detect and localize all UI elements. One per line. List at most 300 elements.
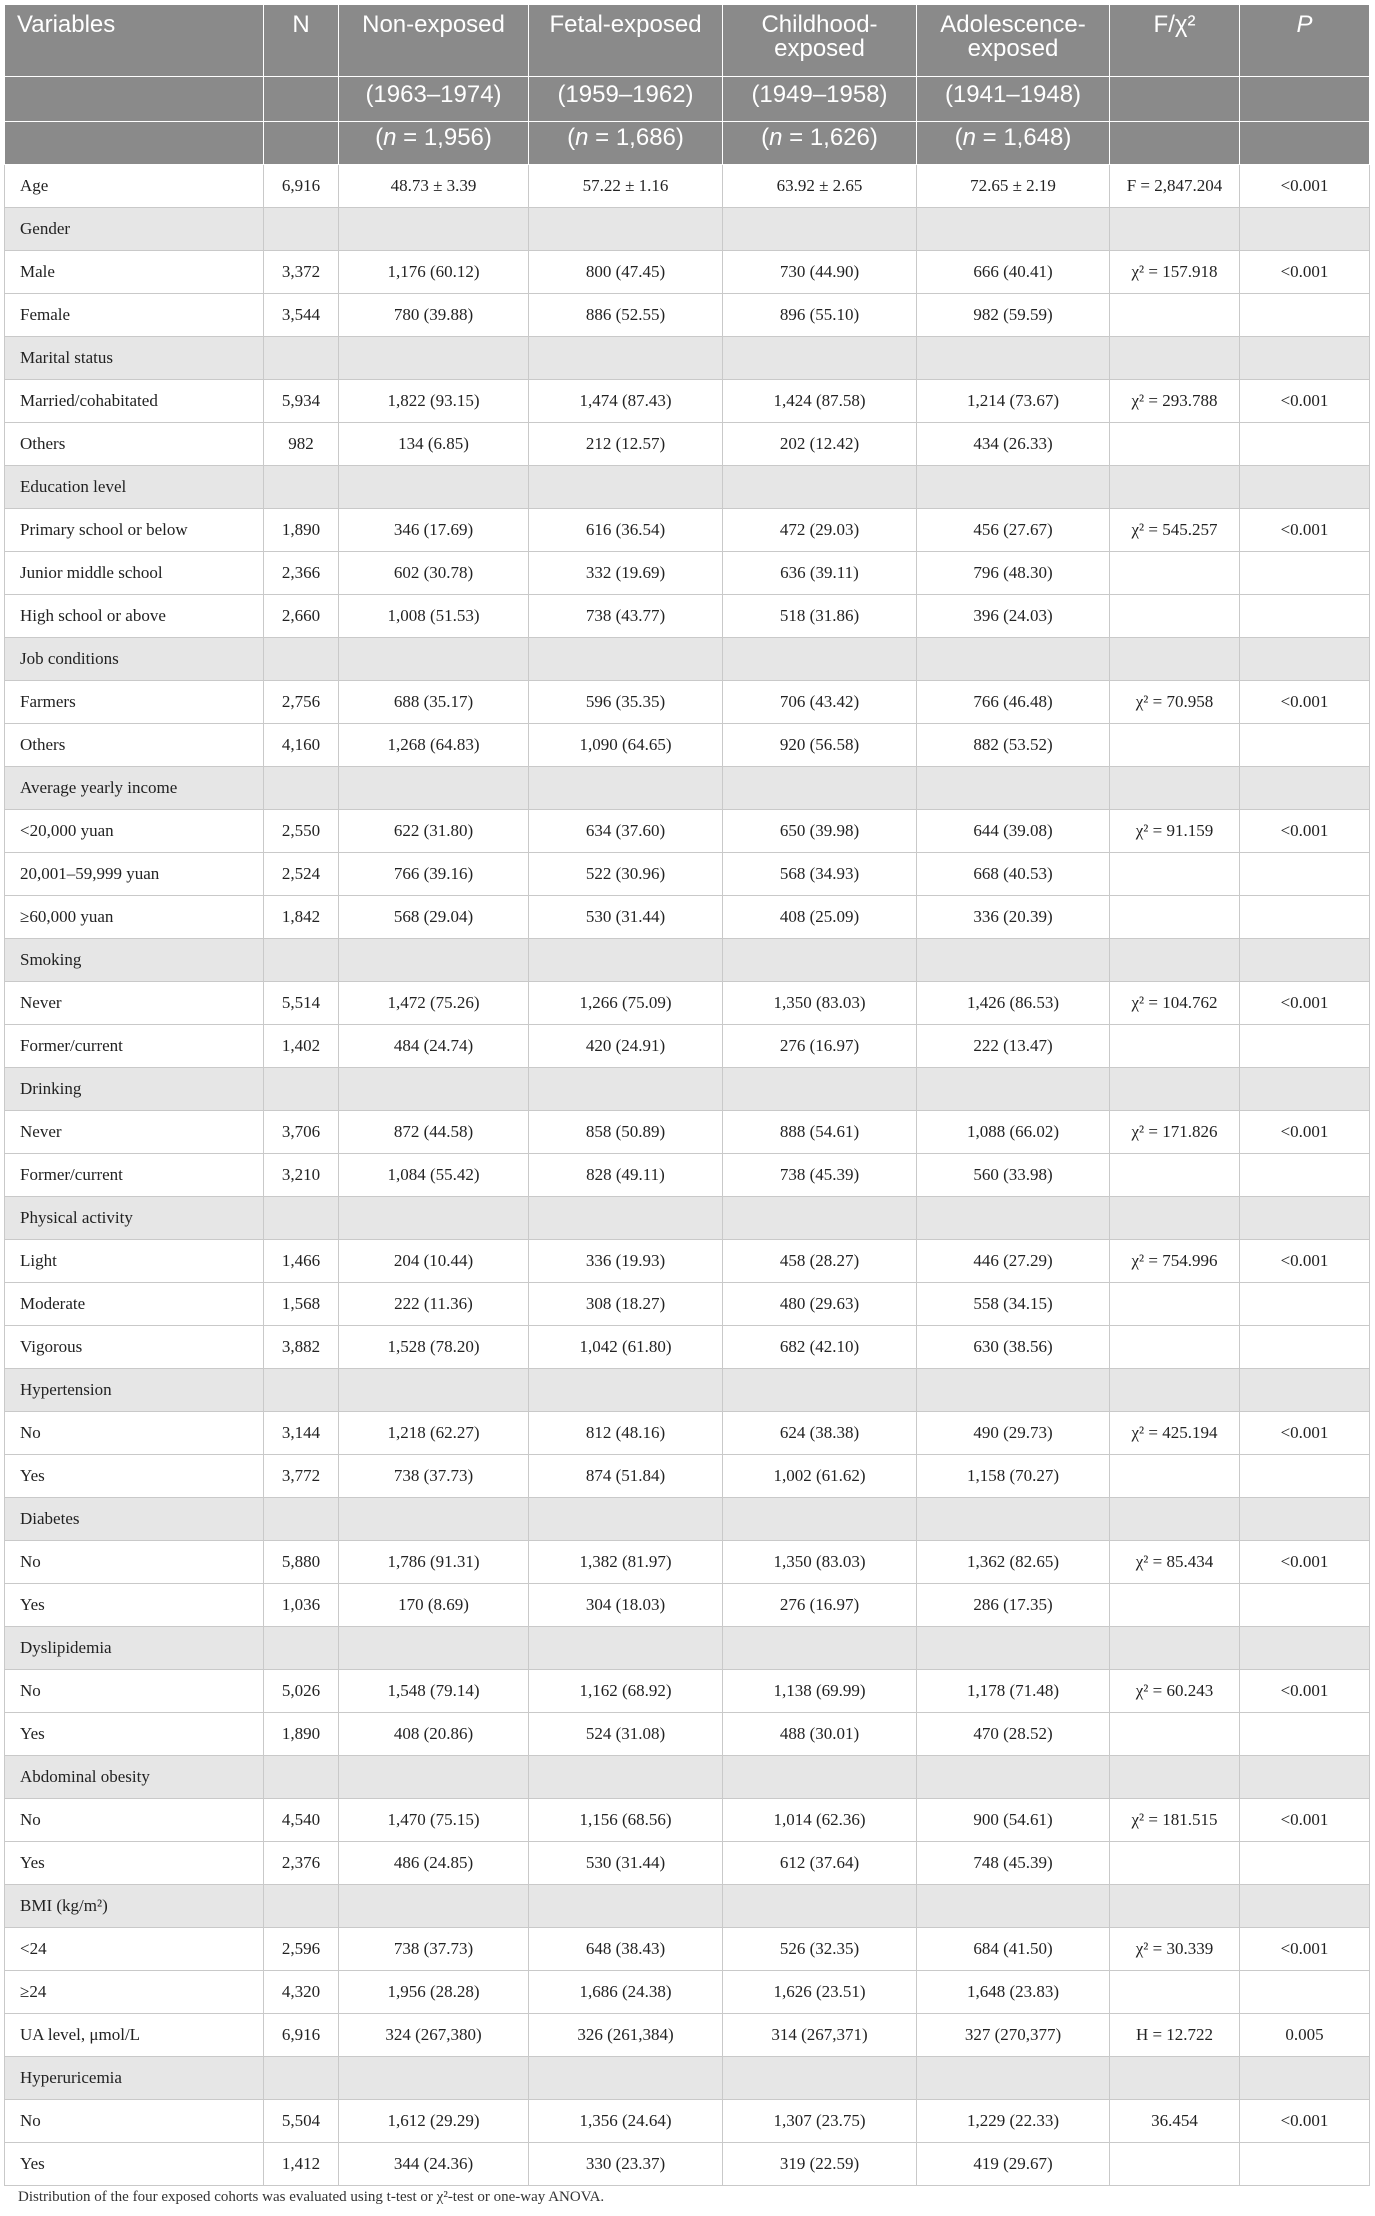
table-row [5, 423, 1370, 466]
section-row [5, 939, 1370, 982]
header-cohort-name: Childhood-exposed [723, 5, 917, 77]
cell-n: 5,026 [264, 1670, 339, 1713]
row-label: ≥60,000 yuan [5, 896, 264, 939]
cell-p-value [1240, 724, 1370, 767]
table-row [5, 896, 1370, 939]
table-row [5, 251, 1370, 294]
cell-non-exposed: 1,470 (75.15) [339, 1799, 529, 1842]
table-row [5, 294, 1370, 337]
cell-n: 1,466 [264, 1240, 339, 1283]
cell-test-statistic [1110, 1584, 1240, 1627]
cell-fetal-exposed: 57.22 ± 1.16 [529, 165, 723, 208]
row-label: Others [5, 724, 264, 767]
row-label: Primary school or below [5, 509, 264, 552]
table-row [5, 595, 1370, 638]
cell-childhood-exposed: 1,350 (83.03) [723, 982, 917, 1025]
cell-n: 4,320 [264, 1971, 339, 2014]
cell-p-value [1240, 853, 1370, 896]
cell-childhood-exposed: 1,350 (83.03) [723, 1541, 917, 1584]
cell-p-value: <0.001 [1240, 509, 1370, 552]
cell-non-exposed: 48.73 ± 3.39 [339, 165, 529, 208]
header-p: P [1240, 5, 1370, 77]
section-label: Abdominal obesity [5, 1756, 264, 1799]
cell-adolescence-exposed: 456 (27.67) [917, 509, 1110, 552]
cell-childhood-exposed: 63.92 ± 2.65 [723, 165, 917, 208]
cell-n: 2,366 [264, 552, 339, 595]
table-row [5, 1455, 1370, 1498]
cell-non-exposed: 602 (30.78) [339, 552, 529, 595]
cell-p-value [1240, 896, 1370, 939]
section-label: Average yearly income [5, 767, 264, 810]
row-label: Junior middle school [5, 552, 264, 595]
cell-test-statistic [1110, 423, 1240, 466]
row-label: Yes [5, 1713, 264, 1756]
section-label: Diabetes [5, 1498, 264, 1541]
cell-fetal-exposed: 1,266 (75.09) [529, 982, 723, 1025]
table-row [5, 165, 1370, 208]
cell-childhood-exposed: 408 (25.09) [723, 896, 917, 939]
cell-n: 6,916 [264, 2014, 339, 2057]
row-label: High school or above [5, 595, 264, 638]
table-row [5, 1713, 1370, 1756]
section-row [5, 767, 1370, 810]
row-label: <24 [5, 1928, 264, 1971]
cell-childhood-exposed: 458 (28.27) [723, 1240, 917, 1283]
cell-fetal-exposed: 1,042 (61.80) [529, 1326, 723, 1369]
row-label: No [5, 2100, 264, 2143]
table-row [5, 2143, 1370, 2186]
cell-adolescence-exposed: 1,178 (71.48) [917, 1670, 1110, 1713]
cell-childhood-exposed: 650 (39.98) [723, 810, 917, 853]
cell-fetal-exposed: 524 (31.08) [529, 1713, 723, 1756]
cell-test-statistic: F = 2,847.204 [1110, 165, 1240, 208]
cell-n: 3,144 [264, 1412, 339, 1455]
baseline-characteristics-table [4, 4, 1370, 2186]
table-body [5, 165, 1370, 2186]
row-label: No [5, 1670, 264, 1713]
cell-adolescence-exposed: 560 (33.98) [917, 1154, 1110, 1197]
table-row [5, 1154, 1370, 1197]
cell-n: 5,514 [264, 982, 339, 1025]
section-row [5, 638, 1370, 681]
cell-test-statistic [1110, 724, 1240, 767]
cell-p-value: 0.005 [1240, 2014, 1370, 2057]
table-row [5, 982, 1370, 1025]
cell-test-statistic [1110, 294, 1240, 337]
cell-adolescence-exposed: 558 (34.15) [917, 1283, 1110, 1326]
cell-p-value: <0.001 [1240, 251, 1370, 294]
section-row [5, 1197, 1370, 1240]
cell-test-statistic [1110, 595, 1240, 638]
cell-fetal-exposed: 596 (35.35) [529, 681, 723, 724]
row-label: Yes [5, 1842, 264, 1885]
cell-test-statistic: χ² = 60.243 [1110, 1670, 1240, 1713]
cell-childhood-exposed: 738 (45.39) [723, 1154, 917, 1197]
cell-non-exposed: 622 (31.80) [339, 810, 529, 853]
cell-p-value [1240, 595, 1370, 638]
cell-fetal-exposed: 522 (30.96) [529, 853, 723, 896]
section-row [5, 1885, 1370, 1928]
section-label: Smoking [5, 939, 264, 982]
cell-fetal-exposed: 634 (37.60) [529, 810, 723, 853]
table-row [5, 1799, 1370, 1842]
cell-test-statistic: χ² = 181.515 [1110, 1799, 1240, 1842]
cell-adolescence-exposed: 434 (26.33) [917, 423, 1110, 466]
section-row [5, 466, 1370, 509]
cell-n: 3,544 [264, 294, 339, 337]
section-label: Hyperuricemia [5, 2057, 264, 2100]
cell-n: 3,882 [264, 1326, 339, 1369]
cell-n: 3,772 [264, 1455, 339, 1498]
table-row [5, 380, 1370, 423]
table-row [5, 1541, 1370, 1584]
cell-test-statistic [1110, 1283, 1240, 1326]
cell-non-exposed: 222 (11.36) [339, 1283, 529, 1326]
table-row [5, 552, 1370, 595]
cell-childhood-exposed: 1,626 (23.51) [723, 1971, 917, 2014]
row-label: No [5, 1799, 264, 1842]
cell-p-value: <0.001 [1240, 982, 1370, 1025]
cell-test-statistic: χ² = 91.159 [1110, 810, 1240, 853]
row-label: Age [5, 165, 264, 208]
table-row [5, 1971, 1370, 2014]
cell-adolescence-exposed: 72.65 ± 2.19 [917, 165, 1110, 208]
cell-p-value: <0.001 [1240, 1928, 1370, 1971]
section-row [5, 1068, 1370, 1111]
row-label: Moderate [5, 1283, 264, 1326]
cell-fetal-exposed: 530 (31.44) [529, 896, 723, 939]
cell-fetal-exposed: 420 (24.91) [529, 1025, 723, 1068]
row-label: Female [5, 294, 264, 337]
cell-childhood-exposed: 624 (38.38) [723, 1412, 917, 1455]
cell-childhood-exposed: 706 (43.42) [723, 681, 917, 724]
cell-non-exposed: 484 (24.74) [339, 1025, 529, 1068]
row-label: Yes [5, 2143, 264, 2186]
cell-adolescence-exposed: 630 (38.56) [917, 1326, 1110, 1369]
cell-p-value: <0.001 [1240, 1111, 1370, 1154]
cell-p-value [1240, 1455, 1370, 1498]
header-cohort-n: (n = 1,648) [917, 122, 1110, 165]
table-row [5, 1326, 1370, 1369]
cell-test-statistic: χ² = 157.918 [1110, 251, 1240, 294]
row-label: Never [5, 1111, 264, 1154]
header-n: N [264, 5, 339, 77]
cell-adolescence-exposed: 419 (29.67) [917, 2143, 1110, 2186]
row-label: Yes [5, 1455, 264, 1498]
cell-p-value: <0.001 [1240, 380, 1370, 423]
cell-childhood-exposed: 568 (34.93) [723, 853, 917, 896]
cell-childhood-exposed: 636 (39.11) [723, 552, 917, 595]
cell-non-exposed: 204 (10.44) [339, 1240, 529, 1283]
cell-adolescence-exposed: 1,362 (82.65) [917, 1541, 1110, 1584]
cell-non-exposed: 1,176 (60.12) [339, 251, 529, 294]
cell-adolescence-exposed: 982 (59.59) [917, 294, 1110, 337]
cell-non-exposed: 738 (37.73) [339, 1928, 529, 1971]
cell-childhood-exposed: 896 (55.10) [723, 294, 917, 337]
header-stat: F/χ² [1110, 5, 1240, 77]
section-label: Gender [5, 208, 264, 251]
cell-test-statistic: H = 12.722 [1110, 2014, 1240, 2057]
section-row [5, 1498, 1370, 1541]
cell-test-statistic [1110, 2143, 1240, 2186]
cell-p-value: <0.001 [1240, 1799, 1370, 1842]
cell-fetal-exposed: 858 (50.89) [529, 1111, 723, 1154]
row-label: ≥24 [5, 1971, 264, 2014]
cell-p-value [1240, 1326, 1370, 1369]
table-row [5, 810, 1370, 853]
cell-p-value: <0.001 [1240, 2100, 1370, 2143]
row-label: Farmers [5, 681, 264, 724]
cell-adolescence-exposed: 666 (40.41) [917, 251, 1110, 294]
cell-p-value [1240, 1283, 1370, 1326]
cell-p-value [1240, 1025, 1370, 1068]
cell-n: 4,160 [264, 724, 339, 767]
cell-adolescence-exposed: 286 (17.35) [917, 1584, 1110, 1627]
cell-non-exposed: 344 (24.36) [339, 2143, 529, 2186]
cell-non-exposed: 324 (267,380) [339, 2014, 529, 2057]
header-cohort-years: (1959–1962) [529, 77, 723, 122]
cell-childhood-exposed: 480 (29.63) [723, 1283, 917, 1326]
table-row [5, 1584, 1370, 1627]
cell-adolescence-exposed: 470 (28.52) [917, 1713, 1110, 1756]
cell-non-exposed: 408 (20.86) [339, 1713, 529, 1756]
cell-fetal-exposed: 616 (36.54) [529, 509, 723, 552]
cell-non-exposed: 1,008 (51.53) [339, 595, 529, 638]
table-row [5, 1412, 1370, 1455]
cell-adolescence-exposed: 644 (39.08) [917, 810, 1110, 853]
cell-n: 1,036 [264, 1584, 339, 1627]
cell-non-exposed: 688 (35.17) [339, 681, 529, 724]
cell-n: 3,706 [264, 1111, 339, 1154]
cell-non-exposed: 738 (37.73) [339, 1455, 529, 1498]
cell-childhood-exposed: 1,424 (87.58) [723, 380, 917, 423]
cell-childhood-exposed: 276 (16.97) [723, 1025, 917, 1068]
section-label: Hypertension [5, 1369, 264, 1412]
table-row [5, 724, 1370, 767]
cell-fetal-exposed: 330 (23.37) [529, 2143, 723, 2186]
row-label: Male [5, 251, 264, 294]
cell-fetal-exposed: 648 (38.43) [529, 1928, 723, 1971]
cell-n: 5,880 [264, 1541, 339, 1584]
cell-n: 1,890 [264, 509, 339, 552]
table-header [5, 5, 1370, 165]
cell-n: 6,916 [264, 165, 339, 208]
cell-adolescence-exposed: 1,158 (70.27) [917, 1455, 1110, 1498]
cell-fetal-exposed: 828 (49.11) [529, 1154, 723, 1197]
cell-n: 1,412 [264, 2143, 339, 2186]
table-row [5, 2100, 1370, 2143]
header-cohort-years: (1963–1974) [339, 77, 529, 122]
cell-fetal-exposed: 332 (19.69) [529, 552, 723, 595]
cell-p-value [1240, 552, 1370, 595]
cell-adolescence-exposed: 1,214 (73.67) [917, 380, 1110, 423]
row-label: Yes [5, 1584, 264, 1627]
table-row [5, 1283, 1370, 1326]
cell-adolescence-exposed: 796 (48.30) [917, 552, 1110, 595]
cell-childhood-exposed: 1,002 (61.62) [723, 1455, 917, 1498]
cell-fetal-exposed: 1,356 (24.64) [529, 2100, 723, 2143]
header-cohort-name: Adolescence-exposed [917, 5, 1110, 77]
section-row [5, 1627, 1370, 1670]
cell-childhood-exposed: 1,138 (69.99) [723, 1670, 917, 1713]
cell-adolescence-exposed: 222 (13.47) [917, 1025, 1110, 1068]
cell-adolescence-exposed: 327 (270,377) [917, 2014, 1110, 2057]
cell-non-exposed: 780 (39.88) [339, 294, 529, 337]
cell-non-exposed: 170 (8.69) [339, 1584, 529, 1627]
table-row [5, 1928, 1370, 1971]
cell-childhood-exposed: 1,307 (23.75) [723, 2100, 917, 2143]
row-label: No [5, 1541, 264, 1584]
cell-non-exposed: 1,472 (75.26) [339, 982, 529, 1025]
cell-n: 5,504 [264, 2100, 339, 2143]
cell-test-statistic: χ² = 104.762 [1110, 982, 1240, 1025]
cell-n: 3,210 [264, 1154, 339, 1197]
header-cohort-name: Fetal-exposed [529, 5, 723, 77]
cell-childhood-exposed: 472 (29.03) [723, 509, 917, 552]
row-label: Former/current [5, 1154, 264, 1197]
cell-childhood-exposed: 888 (54.61) [723, 1111, 917, 1154]
cell-fetal-exposed: 308 (18.27) [529, 1283, 723, 1326]
cell-adolescence-exposed: 1,088 (66.02) [917, 1111, 1110, 1154]
cell-n: 2,756 [264, 681, 339, 724]
table-row [5, 1842, 1370, 1885]
cell-fetal-exposed: 336 (19.93) [529, 1240, 723, 1283]
table-row [5, 509, 1370, 552]
table-container [4, 4, 1369, 2186]
cell-adolescence-exposed: 668 (40.53) [917, 853, 1110, 896]
cell-fetal-exposed: 874 (51.84) [529, 1455, 723, 1498]
row-label: 20,001–59,999 yuan [5, 853, 264, 896]
cell-p-value: <0.001 [1240, 681, 1370, 724]
cell-non-exposed: 1,786 (91.31) [339, 1541, 529, 1584]
cell-fetal-exposed: 1,474 (87.43) [529, 380, 723, 423]
header-cohort-years: (1941–1948) [917, 77, 1110, 122]
cell-test-statistic: χ² = 30.339 [1110, 1928, 1240, 1971]
cell-fetal-exposed: 738 (43.77) [529, 595, 723, 638]
cell-fetal-exposed: 1,382 (81.97) [529, 1541, 723, 1584]
cell-childhood-exposed: 488 (30.01) [723, 1713, 917, 1756]
cell-test-statistic: χ² = 293.788 [1110, 380, 1240, 423]
cell-p-value [1240, 1842, 1370, 1885]
section-label: Marital status [5, 337, 264, 380]
cell-non-exposed: 1,268 (64.83) [339, 724, 529, 767]
cell-non-exposed: 134 (6.85) [339, 423, 529, 466]
cell-non-exposed: 1,956 (28.28) [339, 1971, 529, 2014]
cell-p-value: <0.001 [1240, 165, 1370, 208]
table-row [5, 2014, 1370, 2057]
table-row [5, 1111, 1370, 1154]
table-row [5, 1670, 1370, 1713]
cell-n: 3,372 [264, 251, 339, 294]
cell-non-exposed: 1,822 (93.15) [339, 380, 529, 423]
cell-p-value [1240, 294, 1370, 337]
cell-adolescence-exposed: 1,426 (86.53) [917, 982, 1110, 1025]
cell-test-statistic [1110, 1713, 1240, 1756]
header-cohort-n: (n = 1,626) [723, 122, 917, 165]
cell-non-exposed: 1,218 (62.27) [339, 1412, 529, 1455]
header-cohort-n: (n = 1,956) [339, 122, 529, 165]
cell-adolescence-exposed: 446 (27.29) [917, 1240, 1110, 1283]
row-label: Married/cohabitated [5, 380, 264, 423]
table-footnote: Distribution of the four exposed cohorts was evaluated using t-test or χ²-test or one-way ANOVA. [18, 2189, 605, 2205]
cell-test-statistic: 36.454 [1110, 2100, 1240, 2143]
cell-fetal-exposed: 1,156 (68.56) [529, 1799, 723, 1842]
cell-fetal-exposed: 1,090 (64.65) [529, 724, 723, 767]
cell-n: 982 [264, 423, 339, 466]
cell-n: 2,524 [264, 853, 339, 896]
cell-fetal-exposed: 1,686 (24.38) [529, 1971, 723, 2014]
cell-childhood-exposed: 682 (42.10) [723, 1326, 917, 1369]
row-label: Former/current [5, 1025, 264, 1068]
row-label: Vigorous [5, 1326, 264, 1369]
cell-p-value [1240, 1971, 1370, 2014]
cell-adolescence-exposed: 882 (53.52) [917, 724, 1110, 767]
cell-non-exposed: 1,548 (79.14) [339, 1670, 529, 1713]
cell-non-exposed: 1,084 (55.42) [339, 1154, 529, 1197]
cell-adolescence-exposed: 1,648 (23.83) [917, 1971, 1110, 2014]
cell-childhood-exposed: 518 (31.86) [723, 595, 917, 638]
cell-fetal-exposed: 800 (47.45) [529, 251, 723, 294]
cell-fetal-exposed: 326 (261,384) [529, 2014, 723, 2057]
cell-adolescence-exposed: 490 (29.73) [917, 1412, 1110, 1455]
cell-test-statistic: χ² = 545.257 [1110, 509, 1240, 552]
cell-p-value [1240, 2143, 1370, 2186]
cell-fetal-exposed: 212 (12.57) [529, 423, 723, 466]
cell-adolescence-exposed: 1,229 (22.33) [917, 2100, 1110, 2143]
cell-childhood-exposed: 319 (22.59) [723, 2143, 917, 2186]
cell-p-value: <0.001 [1240, 1541, 1370, 1584]
row-label: <20,000 yuan [5, 810, 264, 853]
cell-test-statistic [1110, 1326, 1240, 1369]
section-label: Dyslipidemia [5, 1627, 264, 1670]
section-label: Education level [5, 466, 264, 509]
row-label: Light [5, 1240, 264, 1283]
header-variables: Variables [5, 5, 264, 77]
cell-p-value [1240, 1713, 1370, 1756]
cell-n: 1,842 [264, 896, 339, 939]
cell-childhood-exposed: 920 (56.58) [723, 724, 917, 767]
cell-p-value [1240, 423, 1370, 466]
cell-adolescence-exposed: 900 (54.61) [917, 1799, 1110, 1842]
header-cohort-name: Non-exposed [339, 5, 529, 77]
table-row [5, 1025, 1370, 1068]
cell-test-statistic: χ² = 425.194 [1110, 1412, 1240, 1455]
cell-test-statistic [1110, 1971, 1240, 2014]
cell-childhood-exposed: 202 (12.42) [723, 423, 917, 466]
cell-childhood-exposed: 1,014 (62.36) [723, 1799, 917, 1842]
cell-n: 1,890 [264, 1713, 339, 1756]
cell-childhood-exposed: 276 (16.97) [723, 1584, 917, 1627]
cell-fetal-exposed: 1,162 (68.92) [529, 1670, 723, 1713]
cell-test-statistic: χ² = 85.434 [1110, 1541, 1240, 1584]
section-row [5, 1756, 1370, 1799]
cell-non-exposed: 1,528 (78.20) [339, 1326, 529, 1369]
section-label: Physical activity [5, 1197, 264, 1240]
cell-p-value [1240, 1584, 1370, 1627]
cell-non-exposed: 486 (24.85) [339, 1842, 529, 1885]
row-label: UA level, μmol/L [5, 2014, 264, 2057]
header-cohort-n: (n = 1,686) [529, 122, 723, 165]
cell-test-statistic [1110, 1455, 1240, 1498]
section-label: BMI (kg/m²) [5, 1885, 264, 1928]
cell-childhood-exposed: 730 (44.90) [723, 251, 917, 294]
cell-adolescence-exposed: 748 (45.39) [917, 1842, 1110, 1885]
cell-test-statistic [1110, 552, 1240, 595]
cell-p-value: <0.001 [1240, 1412, 1370, 1455]
cell-p-value: <0.001 [1240, 810, 1370, 853]
cell-test-statistic [1110, 853, 1240, 896]
section-row [5, 208, 1370, 251]
